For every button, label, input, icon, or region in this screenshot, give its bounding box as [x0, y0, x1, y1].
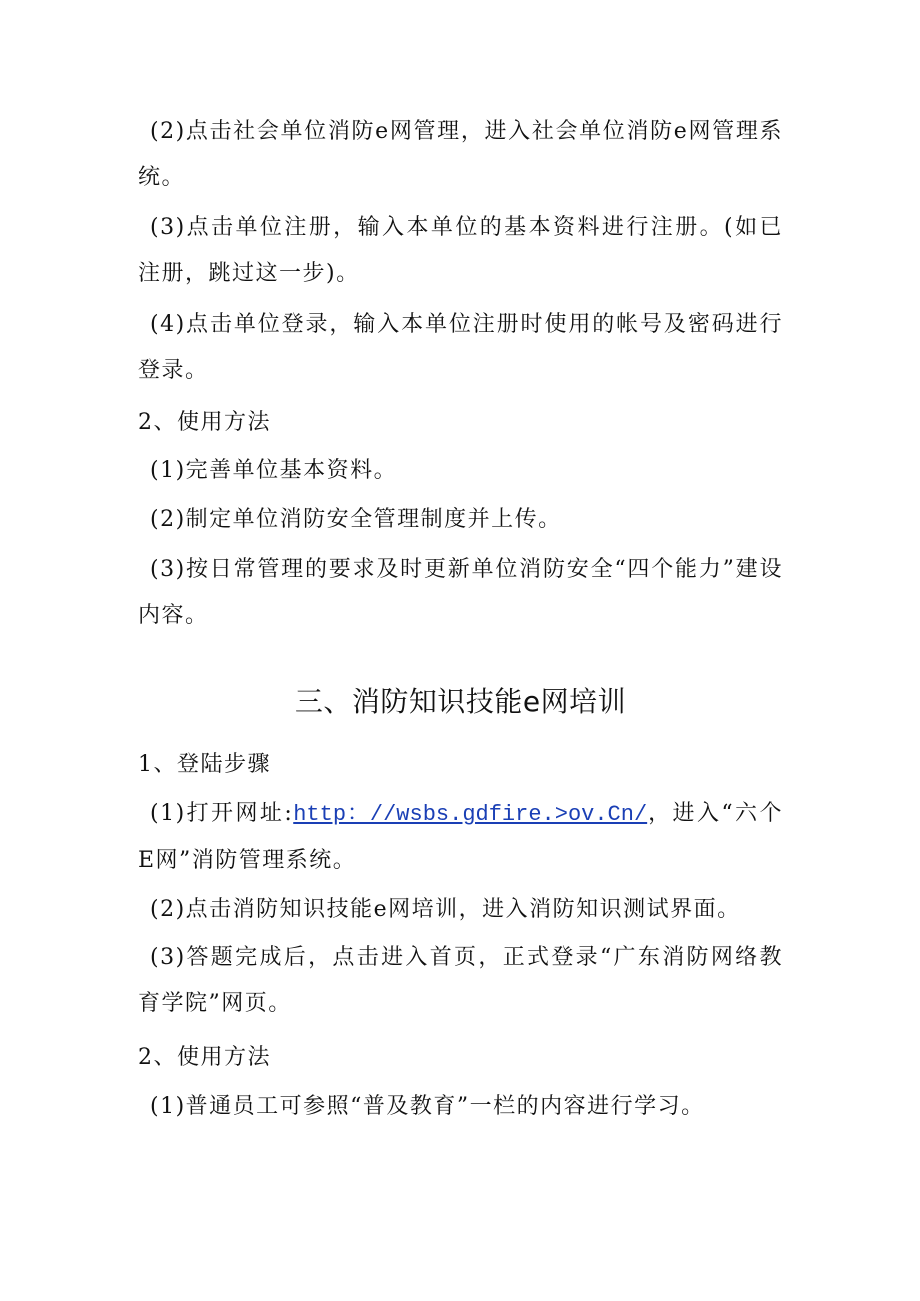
login-step-1 — [138, 791, 783, 884]
section3-usage-item-1: (1)普通员工可参照“普及教育”一栏的内容进行学习。 — [150, 1094, 705, 1119]
usage-item-3: (3)按日常管理的要求及时更新单位消防安全“四个能力”建设内容。 — [138, 557, 783, 628]
usage-item-1: (1)完善单位基本资料。 — [150, 458, 398, 483]
login-step-1-suffix: ，进入“六个E网”消防管理系统。 — [138, 801, 783, 873]
website-url-link[interactable]: http：//wsbs.gdfire.>ov.Cn/ — [293, 802, 648, 827]
step-4-unit-login: (4)点击单位登录，输入本单位注册时使用的帐号及密码进行登录。 — [138, 312, 783, 383]
usage-heading: 2、使用方法 — [138, 410, 271, 435]
step-3-unit-register: (3)点击单位注册，输入本单位的基本资料进行注册。(如已注册，跳过这一步)。 — [138, 215, 783, 286]
section-title: 三、消防知识技能e网培训 — [294, 685, 627, 718]
section3-usage-heading: 2、使用方法 — [138, 1045, 271, 1070]
login-step-3: (3)答题完成后，点击进入首页，正式登录“广东消防网络教育学院”网页。 — [138, 945, 783, 1016]
step-2-manage-system: (2)点击社会单位消防e网管理，进入社会单位消防e网管理系统。 — [138, 119, 783, 190]
login-steps-heading: 1、登陆步骤 — [138, 752, 271, 777]
login-step-2: (2)点击消防知识技能e网培训，进入消防知识测试界面。 — [150, 897, 741, 922]
usage-item-2: (2)制定单位消防安全管理制度并上传。 — [150, 507, 562, 532]
login-step-1-prefix: (1)打开网址: — [150, 801, 294, 826]
